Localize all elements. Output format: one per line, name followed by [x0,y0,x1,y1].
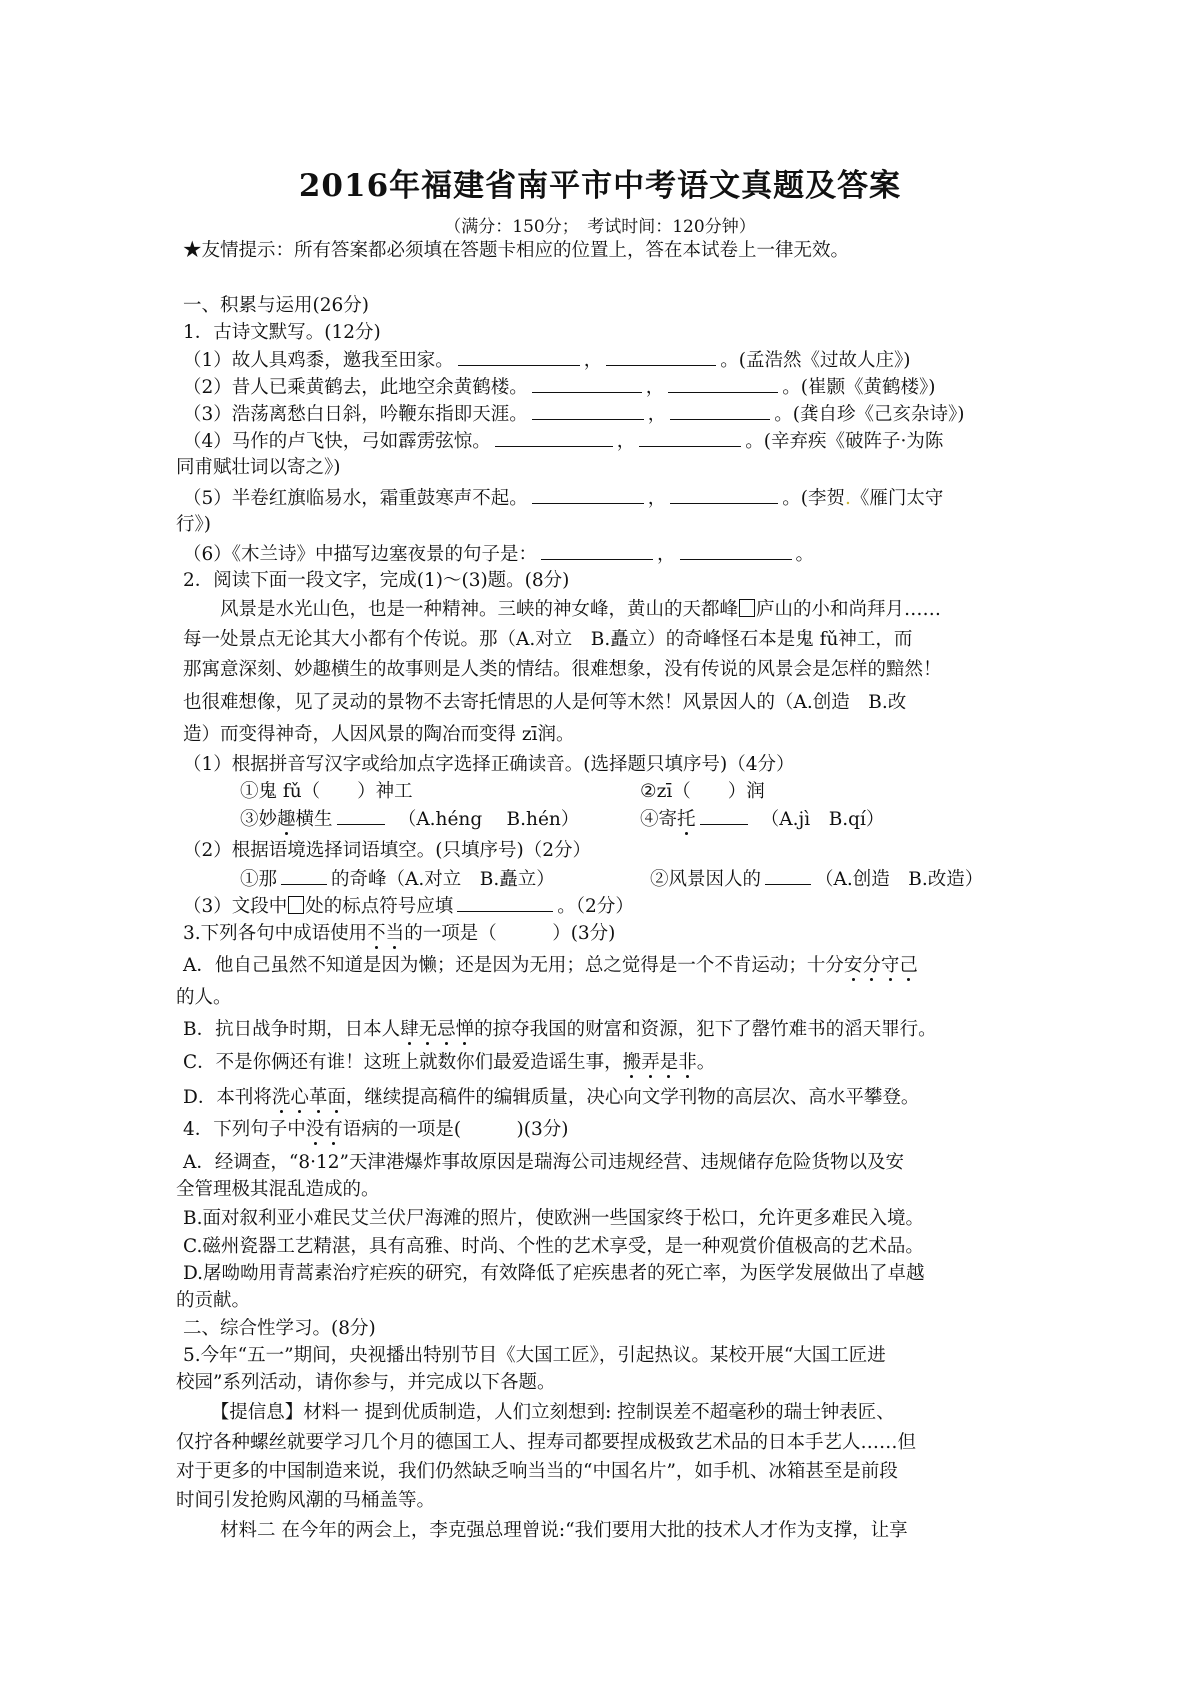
q5-line-1: 5.今年“五一”期间，央视播出特别节目《大国工匠》，引起热议。某校开展“大国工匠进 [183,1345,886,1366]
q4-option-d: D.屠呦呦用青蒿素治疗疟疾的研究，有效降低了疟疾患者的死亡率，为医学发展做出了卓越 [183,1263,925,1284]
dotted-char: 非 [678,1052,697,1073]
dotted-char [367,923,404,944]
item-text: 的奇峰（A.对立 B.矗立） [331,869,555,890]
q2-sub1-a: ①鬼 fǔ（ ）神工 [240,781,413,802]
option-text: 的掠夺我国的财富和资源，犯下了罄竹难书的滔天罪行。 [474,1019,937,1040]
item-text: ④寄 [640,809,678,830]
item-text: ①那 [240,869,278,890]
heading-text: 的一项是（ ）(3分) [404,923,616,944]
item-text: （A.创造 B.改造） [815,869,984,890]
section2-heading: 二、综合性学习。(8分) [183,1318,376,1339]
q2-sub2-b [650,866,1050,893]
dotted-char: 是 [659,1052,679,1073]
item-text: 。（2分） [557,896,634,917]
dotted-text [844,955,918,976]
dotted-char: 当 [385,923,405,944]
answer-blank[interactable] [541,541,653,560]
options: （A.jì B.qí） [770,809,885,830]
q1-item-4-source: 。(辛弃疾《破阵子·为陈 [745,431,944,452]
dotted-char: 弄 [641,1052,660,1073]
answer-blank[interactable] [606,347,716,366]
section1-heading: 一、积累与运用(26分) [183,295,369,316]
dotted-char: 心 [290,1087,309,1108]
q4-heading [183,1117,1043,1143]
answer-blank[interactable] [639,428,741,447]
dotted-char: 不 [367,923,386,944]
notice-text: ★友情提示：所有答案都必须填在答题卡相应的位置上，答在本试卷上一律无效。 [183,240,850,261]
answer-blank[interactable] [457,893,553,912]
q2-heading: 2．阅读下面一段文字，完成(1)～(3)题。(8分) [183,570,570,591]
answer-blank[interactable] [680,541,792,560]
q1-item-3: （3）浩荡离愁白日斜，吟鞭东指即天涯。 ， 。(龚自珍《己亥杂诗》) [183,401,1043,428]
q1-item-2-source: 。(崔颢《黄鹤楼》) [782,377,936,398]
q2-para-line-4: 也很难想像，见了灵动的景物不去寄托情思的人是何等木然！风景因人的（A.创造 B.改 [183,692,907,713]
q2-sub3 [183,893,1043,920]
dotted-text [623,1052,697,1073]
answer-blank[interactable] [337,806,385,825]
dotted-char: 己 [899,955,918,976]
item-text: 横生 [295,809,333,830]
para-text: 风景是水光山色，也是一种精神。三峡的神女峰，黄山的天都峰 [183,599,739,620]
q3-option-b [183,1017,1043,1043]
q4-option-d-cont: 的贡献。 [176,1290,251,1311]
answer-blank[interactable] [668,374,778,393]
dotted-char: 安 [843,955,863,976]
option-text: 。 [696,1052,716,1073]
dotted-char: 守 [880,955,900,976]
q1-item-2: （2）昔人已乘黄鹤去，此地空余黄鹤楼。 ， 。(崔颢《黄鹤楼》) [183,374,1043,401]
q2-para-line-1 [183,597,1043,623]
dotted-char: 趣 [277,809,296,830]
q5-material1-line-3: 对于更多的中国制造来说，我们仍然缺乏响当当的“中国名片”，如手机、冰箱甚至是前段 [176,1461,898,1482]
dotted-char: 无 [418,1019,438,1040]
q4-option-a-cont: 全管理极其混乱造成的。 [176,1179,380,1200]
dotted-char: 面 [327,1087,346,1108]
dotted-text [400,1019,474,1040]
option-text: A．他自己虽然不知道是因为懒；还是因为无用；总之觉得是一个不肯运动；十分 [183,955,844,976]
q1-item-5-source: 。(李贺 [782,488,846,509]
dotted-char: 肆 [400,1019,419,1040]
q3-option-d [183,1085,1043,1111]
heading-text: 3.下列各句中成语使用 [183,923,368,944]
q4-option-b: B.面对叙利亚小难民艾兰伏尸海滩的照片，使欧洲一些国家终于松口，允许更多难民入境。 [183,1208,924,1229]
q4-option-c: C.磁州瓷器工艺精湛，具有高雅、时尚、个性的艺术享受，是一种观赏价值极高的艺术品。 [183,1236,924,1257]
answer-blank[interactable] [495,428,613,447]
exam-info: （满分：150分； 考试时间：120分钟） [444,217,756,237]
answer-blank[interactable] [765,866,811,885]
dotted-char [306,1119,343,1140]
q1-item-3-text: （3）浩荡离愁白日斜，吟鞭东指即天涯。 [183,404,528,425]
notice [183,238,1043,264]
dotted-char: 洗 [271,1087,291,1108]
q5-material1-line-4: 时间引发抢购风潮的马桶盖等。 [176,1490,436,1511]
dotted-char: 有 [324,1119,343,1140]
q1-item-2-text: （2）昔人已乘黄鹤去，此地空余黄鹤楼。 [183,377,528,398]
punctuation-box [739,599,755,617]
dotted-char: 惮 [455,1019,475,1040]
dotted-char: 分 [862,955,881,976]
q5-line-2: 校园”系列活动，请你参与，并完成以下各题。 [176,1372,556,1393]
q1-item-3-source: 。(龚自珍《己亥杂诗》) [774,404,965,425]
q3-option-a-cont: 的人。 [176,987,232,1008]
q2-sub1-b: ②zī（ ）润 [640,781,765,802]
q2-sub1-heading: （1）根据拼音写汉字或给加点字选择正确读音。(选择题只填序号)（4分） [183,754,795,775]
answer-blank[interactable] [532,485,644,504]
answer-blank[interactable] [532,401,644,420]
dotted-char: 搬 [622,1052,642,1073]
heading-text: 语病的一项是( )(3分) [342,1119,569,1140]
q5-material2-line-1: 材料二 在今年的两会上，李克强总理曾说:“我们要用大批的技术人才作为支撑，让享 [183,1520,908,1541]
q2-sub2-heading: （2）根据语境选择词语填空。(只填序号)（2分） [183,840,591,861]
q1-item-5-text: （5）半卷红旗临易水，霜重鼓寒声不起。 [183,488,528,509]
punctuation-box [288,896,304,914]
q2-para-line-5: 造）而变得神奇，人因风景的陶冶而变得 zī润。 [183,724,575,745]
para-text: 庐山的小和尚拜月…… [756,599,942,620]
q2-para-line-2: 每一处景点无论其大小都有个传说。那（A.对立 B.矗立）的奇峰怪石本是鬼 fǔ神工，而 [183,629,913,650]
q1-item-6-end: 。 [795,544,815,565]
answer-blank[interactable] [670,485,778,504]
dotted-char: 没 [305,1119,325,1140]
option-text: C．不是你俩还有谁！这班上就数你们最爱造谣生事， [183,1052,623,1073]
q1-item-4: （4）马作的卢飞快，弓如霹雳弦惊。 ， 。(辛弃疾《破阵子·为陈 [183,428,1043,455]
dotted-char: 忌 [437,1019,456,1040]
q2-para-line-3: 那寓意深刻、妙趣横生的故事则是人类的情结。很难想象，没有传说的风景会是怎样的黯然！ [183,659,942,680]
option-text: ，继续提高稿件的编辑质量，决心向文学刊物的高层次、高水平攀登。 [345,1087,920,1108]
answer-blank[interactable] [281,866,327,885]
item-text: （3）文段中 [183,896,288,917]
q1-item-5-source-2: 《雁门太守 [850,488,944,509]
q5-material1-line-1: 【提信息】材料一 提到优质制造，人们立刻想到: 控制误差不超毫秒的瑞士钟表匠、 [183,1402,895,1423]
q4-option-a: A．经调查，“8·12”天津港爆炸事故原因是瑞海公司违规经营、违规储存危险货物以及安 [183,1152,904,1173]
heading-text: 4．下列句子中 [183,1119,306,1140]
dotted-text [272,1087,346,1108]
q3-heading [183,921,1043,947]
q1-item-5-cont: 行》) [176,514,211,535]
dotted-char: 托 [677,809,696,830]
q1-item-1-source: 。(孟浩然《过故人庄》) [720,350,911,371]
q1-item-4-cont: 同甫赋壮词以寄之》) [176,457,341,478]
options: （A.héng B.hén） [407,809,580,830]
q1-item-4-text: （4）马作的卢飞快，弓如霹雳弦惊。 [183,431,491,452]
page-title: 2016年福建省南平市中考语文真题及答案 [298,168,902,204]
item-text: 处的标点符号应填 [305,896,454,917]
item-text: ②风景因人的 [650,869,762,890]
answer-blank[interactable] [700,806,748,825]
answer-blank[interactable] [532,374,642,393]
answer-blank[interactable] [458,347,580,366]
stray-dot: . [845,488,851,509]
q1-item-5: （5）半卷红旗临易水，霜重鼓寒声不起。 ， 。(李贺.《雁门太守 [183,485,1043,512]
q1-item-6-text: （6）《木兰诗》中描写边塞夜景的句子是： [183,544,538,565]
q5-material1-line-2: 仅拧各种螺丝就要学习几个月的德国工人、捏寿司都要捏成极致艺术品的日本手艺人……但 [176,1432,917,1453]
option-text: B．抗日战争时期，日本人 [183,1019,401,1040]
q2-sub1-d [640,806,970,833]
q1-item-1: （1）故人具鸡黍，邀我至田家。 ， 。(孟浩然《过故人庄》) [183,347,1043,374]
answer-blank[interactable] [670,401,770,420]
q3-option-c [183,1050,1043,1076]
option-text: D．本刊将 [183,1087,272,1108]
q1-item-6: （6）《木兰诗》中描写边塞夜景的句子是： ， 。 [183,541,1043,568]
q1-heading: 1．古诗文默写。(12分) [183,322,381,343]
item-text: ③妙 [240,809,278,830]
q1-item-1-text: （1）故人具鸡黍，邀我至田家。 [183,350,454,371]
q3-option-a [183,953,1043,979]
dotted-char: 革 [308,1087,328,1108]
